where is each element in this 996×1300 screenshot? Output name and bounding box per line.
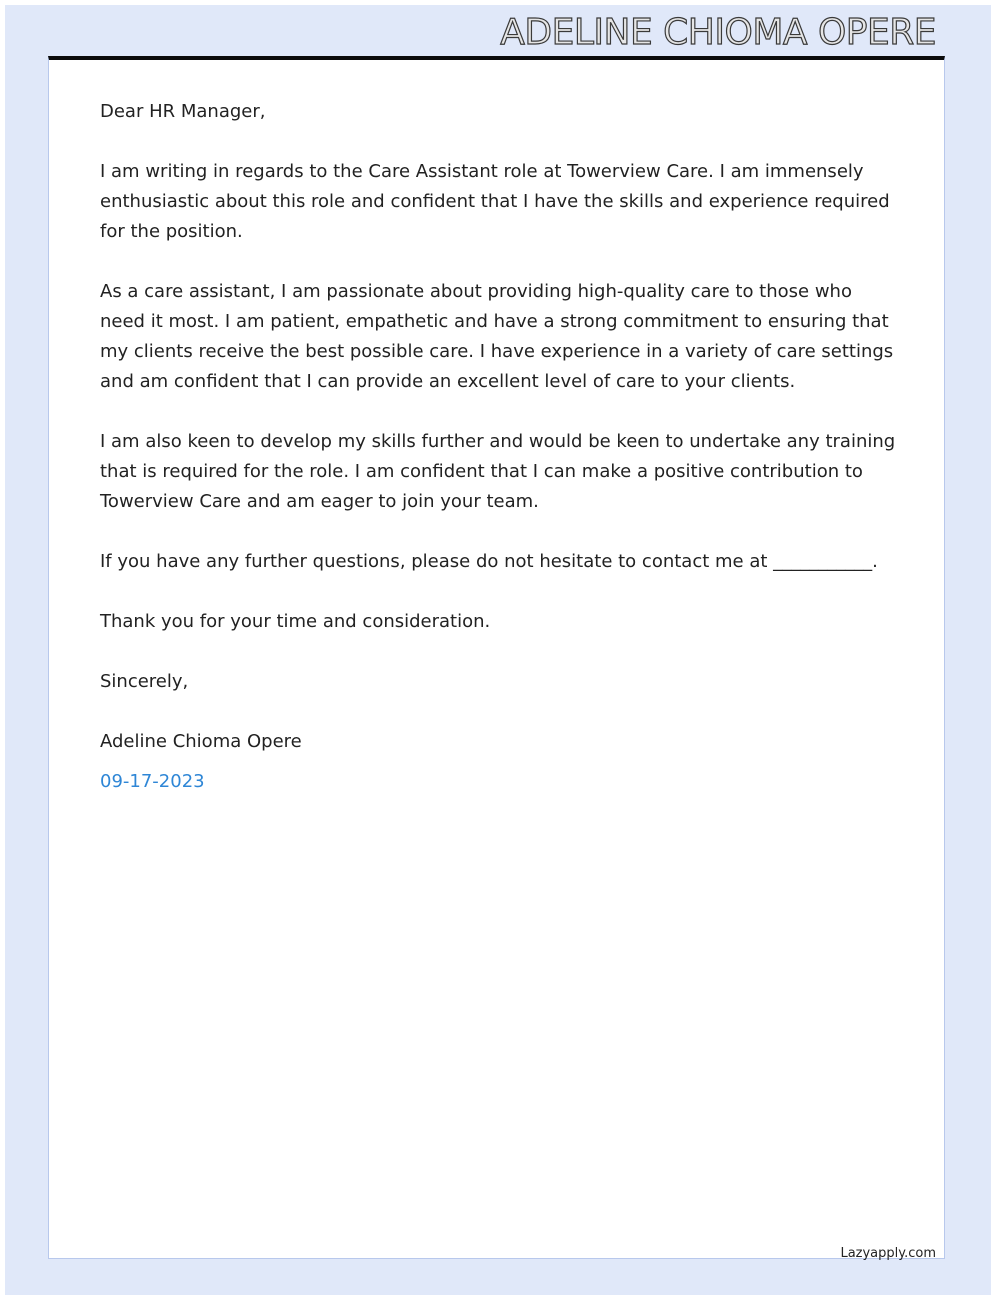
paragraph-experience: As a care assistant, I am passionate about providing high-quality care to those who need it most. I am patient, empathetic and have a strong commitment to ensuring that my clients receive the best possible care. I have experience in a variety of care settings and am confident that I can provide an excellent level of care to your clients. bbox=[100, 281, 894, 392]
closing: Sincerely, bbox=[100, 671, 189, 692]
paragraph-thanks: Thank you for your time and consideration. bbox=[100, 611, 491, 632]
cover-letter-body bbox=[100, 97, 900, 827]
signature-name: Adeline Chioma Opere bbox=[100, 731, 302, 752]
footer-brand: Lazyapply.com bbox=[840, 1246, 936, 1261]
salutation: Dear HR Manager, bbox=[100, 101, 266, 122]
paragraph-contact: If you have any further questions, please do not hesitate to contact me at ___________. bbox=[100, 551, 878, 572]
letter-date: 09-17-2023 bbox=[100, 771, 205, 792]
applicant-name-header: ADELINE CHIOMA OPERE bbox=[500, 12, 936, 53]
paragraph-intro: I am writing in regards to the Care Assistant role at Towerview Care. I am immensely enthusiastic about this role and confident that I have the skills and experience required for the position. bbox=[100, 161, 890, 242]
paragraph-development: I am also keen to develop my skills further and would be keen to undertake any training that is required for the role. I am confident that I can make a positive contribution to Towerview Care and am eager to join your team. bbox=[100, 431, 896, 512]
